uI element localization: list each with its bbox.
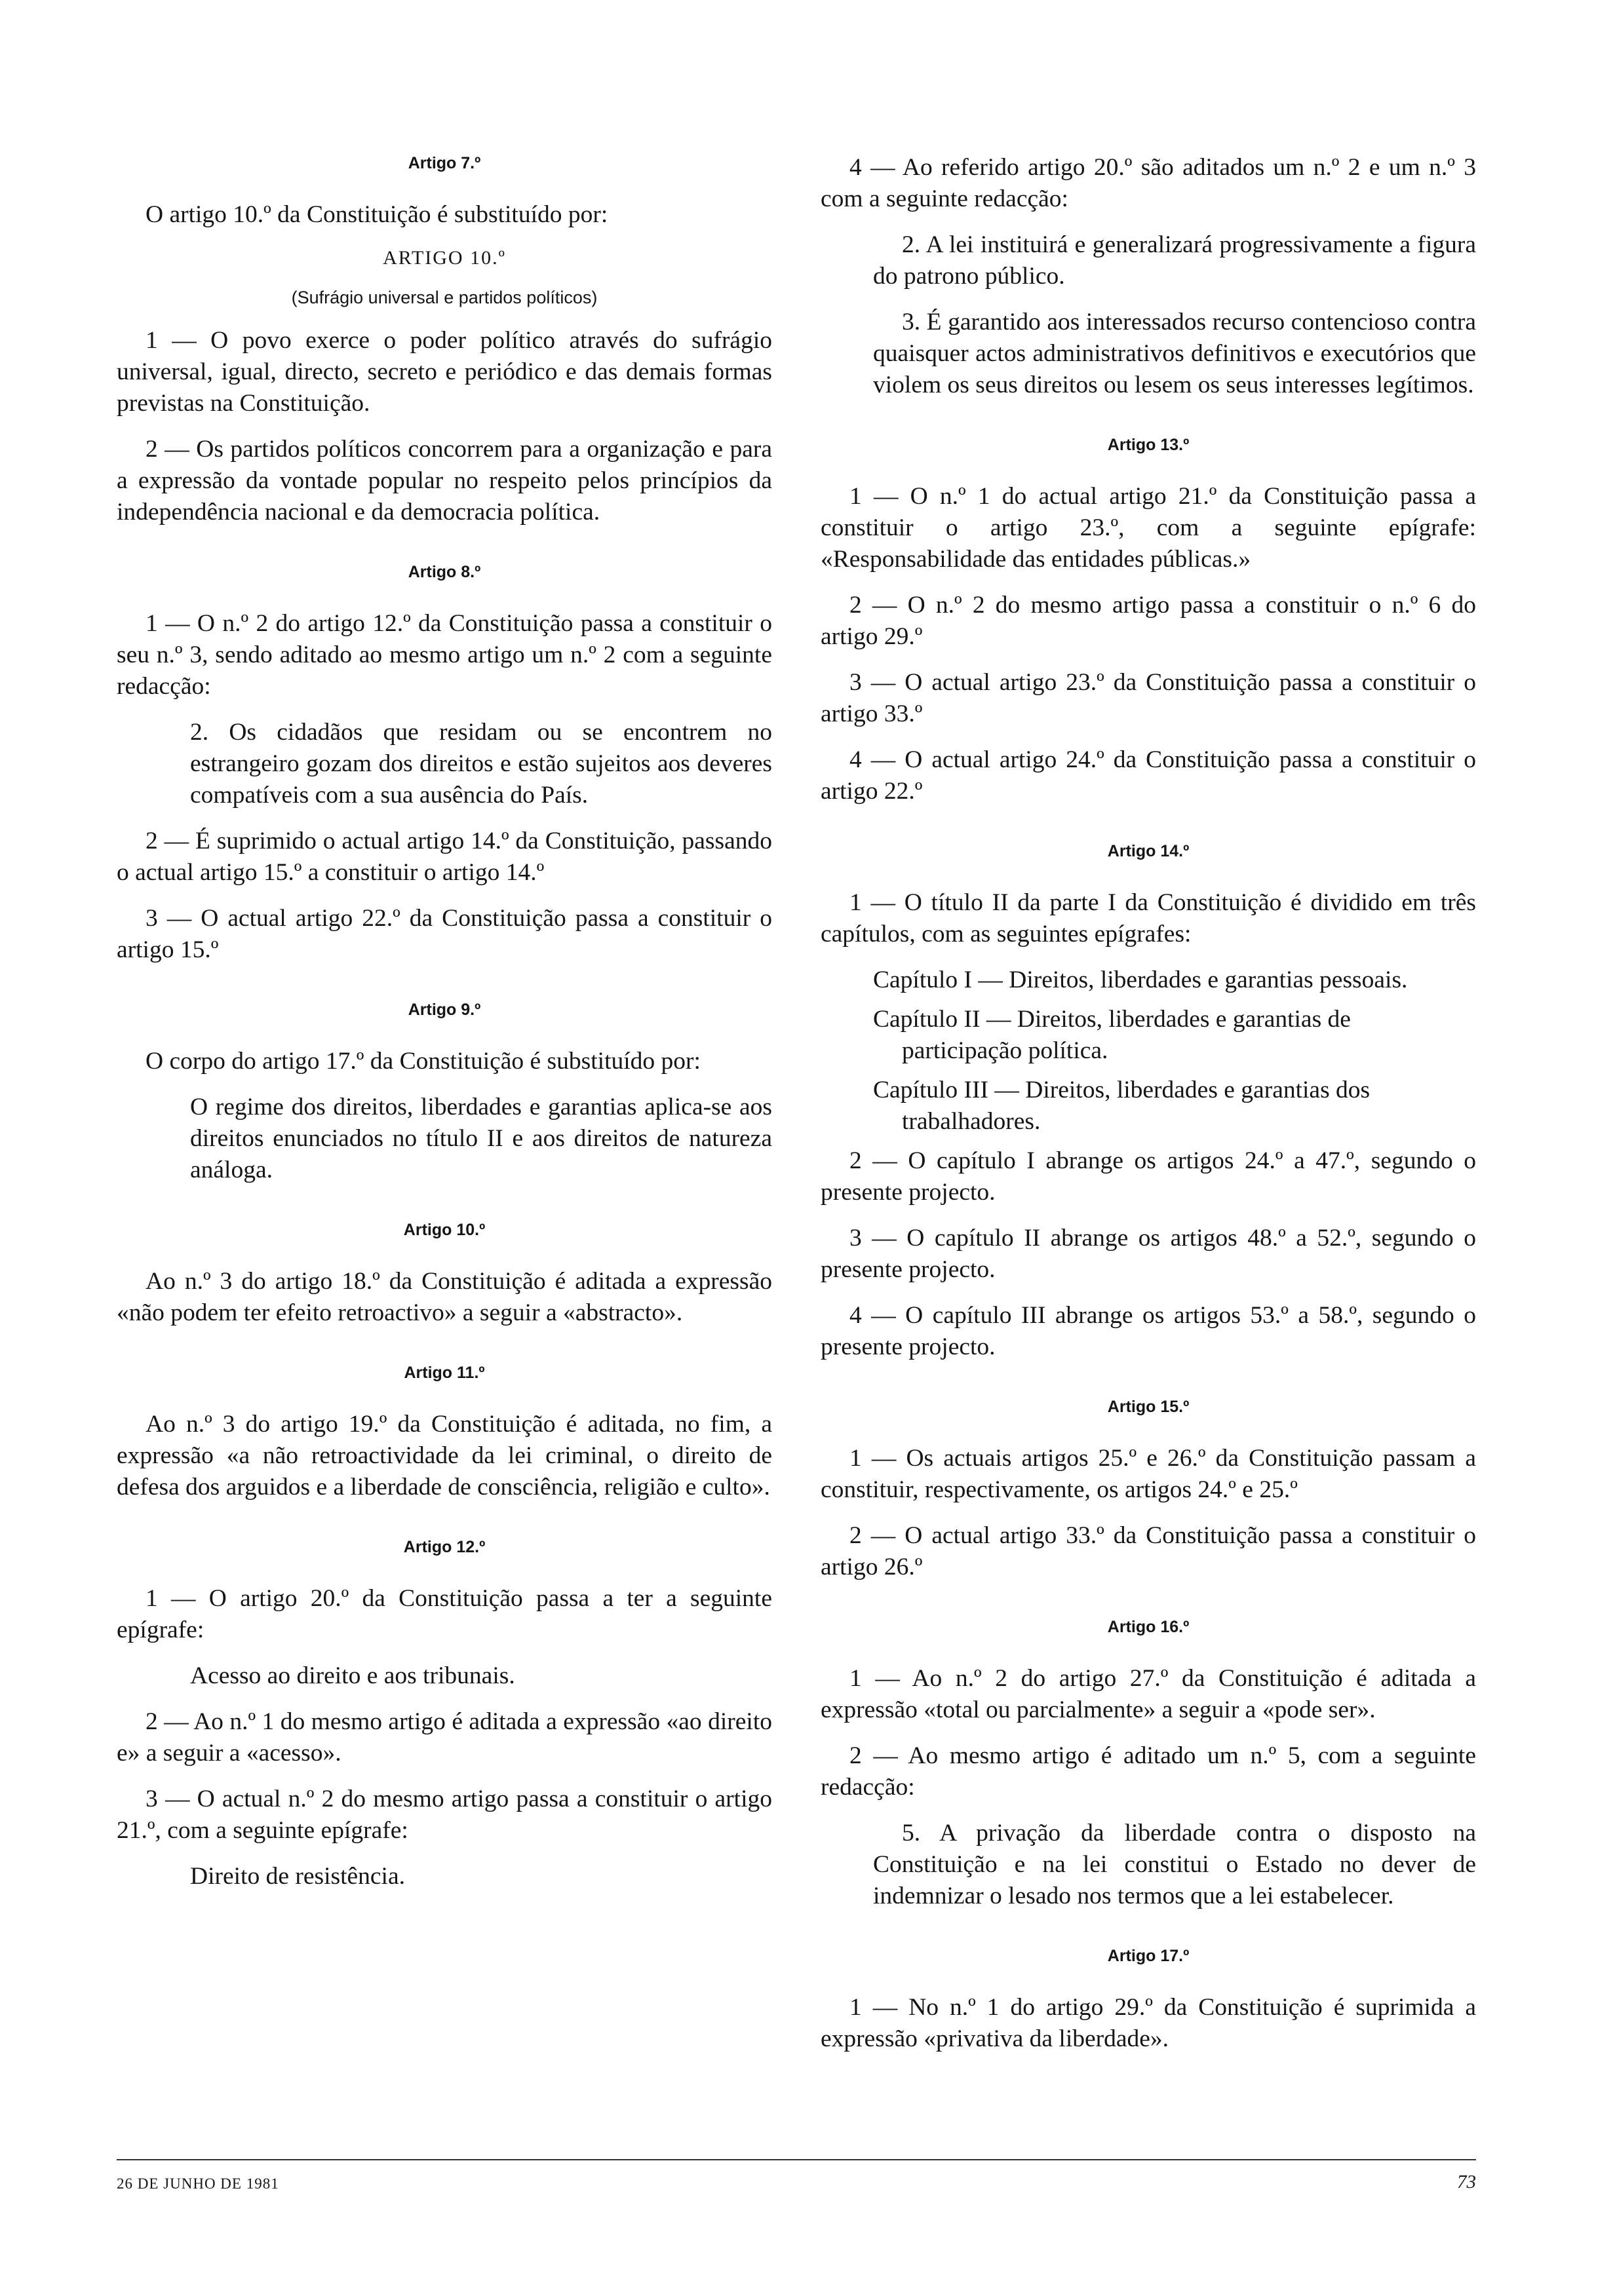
article-heading: Artigo 7.º xyxy=(408,154,481,172)
paragraph: 4 — Ao referido artigo 20.º são aditados um n.º 2 e um n.º 3 com a seguinte redacção: xyxy=(821,154,1476,212)
paragraph: 3 — O actual n.º 2 do mesmo artigo passa a constituir o artigo 21.º, com a seguinte epígrafe: xyxy=(117,1786,772,1844)
paragraph: 1 — Os actuais artigos 25.º e 26.º da Constituição passam a constituir, respectivamente, os artigos 24.º e 25.º xyxy=(821,1445,1476,1503)
article-heading: Artigo 12.º xyxy=(403,1538,486,1556)
page-number: 73 xyxy=(1457,2172,1476,2192)
article-heading: Artigo 10.º xyxy=(403,1221,486,1239)
quoted-text: O regime dos direitos, liberdades e garantias aplica-se aos direitos enunciados no título II e aos direitos de natureza análoga. xyxy=(190,1094,772,1183)
paragraph: 2 — Ao mesmo artigo é aditado um n.º 5, com a seguinte redacção: xyxy=(821,1742,1476,1801)
quoted-text: 2. A lei instituirá e generalizará progressivamente a figura do patrono público. xyxy=(873,231,1476,290)
paragraph: 2 — O n.º 2 do mesmo artigo passa a constituir o n.º 6 do artigo 29.º xyxy=(821,592,1476,650)
paragraph: 3 — O actual artigo 22.º da Constituição passa a constituir o artigo 15.º xyxy=(117,905,772,963)
quoted-text: Acesso ao direito e aos tribunais. xyxy=(190,1662,515,1689)
paragraph: 2 — É suprimido o actual artigo 14.º da Constituição, passando o actual artigo 15.º a constituir o artigo 14.º xyxy=(117,828,772,886)
paragraph: 4 — O capítulo III abrange os artigos 53.º a 58.º, segundo o presente projecto. xyxy=(821,1302,1476,1360)
quoted-text: 3. É garantido aos interessados recurso contencioso contra quaisquer actos administrativos definitivos e executórios que violem os seus direitos ou lesem os seus interesses legítimos. xyxy=(873,309,1476,398)
right-column xyxy=(821,152,1476,2069)
quoted-article-title: ARTIGO 10.º xyxy=(383,247,506,269)
paragraph: 4 — O actual artigo 24.º da Constituição passa a constituir o artigo 22.º xyxy=(821,746,1476,805)
paragraph: O corpo do artigo 17.º da Constituição é substituído por: xyxy=(146,1048,701,1075)
chapter-heading: Capítulo I — Direitos, liberdades e garantias pessoais. xyxy=(873,966,1408,993)
quoted-text: 2. Os cidadãos que residam ou se encontrem no estrangeiro gozam dos direitos e estão sujeitos aos deveres compatíveis com a sua ausência do País. xyxy=(190,719,772,809)
chapter-heading: Capítulo III — Direitos, liberdades e garantias dos trabalhadores. xyxy=(873,1077,1371,1135)
article-heading: Artigo 17.º xyxy=(1107,1947,1190,1965)
paragraph: 2 — Ao n.º 1 do mesmo artigo é aditada a expressão «ao direito e» a seguir a «acesso». xyxy=(117,1708,772,1767)
paragraph: 3 — O capítulo II abrange os artigos 48.º a 52.º, segundo o presente projecto. xyxy=(821,1225,1476,1283)
article-heading: Artigo 13.º xyxy=(1107,436,1190,454)
paragraph: O artigo 10.º da Constituição é substituído por: xyxy=(146,201,608,228)
paragraph: 1 — O povo exerce o poder político através do sufrágio universal, igual, directo, secreto e periódico e das demais formas previstas na Constituição. xyxy=(117,327,772,417)
paragraph: 1 — Ao n.º 2 do artigo 27.º da Constituição é aditada a expressão «total ou parcialmente» a seguir a «pode ser». xyxy=(821,1665,1476,1723)
paragraph: Ao n.º 3 do artigo 19.º da Constituição é aditada, no fim, a expressão «a não retroactividade da lei criminal, o direito de defesa dos arguidos e a liberdade de consciência, religião e culto». xyxy=(117,1411,772,1501)
paragraph: 2 — O actual artigo 33.º da Constituição passa a constituir o artigo 26.º xyxy=(821,1522,1476,1580)
paragraph: 1 — O artigo 20.º da Constituição passa a ter a seguinte epígrafe: xyxy=(117,1585,772,1643)
paragraph: 2 — Os partidos políticos concorrem para a organização e para a expressão da vontade popular no respeito pelos princípios da independência nacional e da democracia política. xyxy=(117,436,772,526)
paragraph: 2 — O capítulo I abrange os artigos 24.º a 47.º, segundo o presente projecto. xyxy=(821,1147,1476,1206)
paragraph: 1 — No n.º 1 do artigo 29.º da Constituição é suprimida a expressão «privativa da liberdade». xyxy=(821,1994,1476,2052)
paragraph: 1 — O n.º 2 do artigo 12.º da Constituição passa a constituir o seu n.º 3, sendo aditado ao mesmo artigo um n.º 2 com a seguinte redacção: xyxy=(117,610,772,700)
paragraph: 1 — O título II da parte I da Constituição é dividido em três capítulos, com as seguintes epígrafes: xyxy=(821,889,1476,947)
article-heading: Artigo 11.º xyxy=(404,1364,485,1382)
article-heading: Artigo 9.º xyxy=(408,1001,481,1019)
paragraph: Ao n.º 3 do artigo 18.º da Constituição é aditada a expressão «não podem ter efeito retroactivo» a seguir a «abstracto». xyxy=(117,1268,772,1326)
article-heading: Artigo 15.º xyxy=(1107,1398,1190,1416)
quoted-article-subtitle: (Sufrágio universal e partidos políticos) xyxy=(291,288,598,307)
chapter-heading: Capítulo II — Direitos, liberdades e garantias de participação política. xyxy=(873,1006,1351,1064)
footer-divider xyxy=(117,2159,1476,2160)
paragraph: 1 — O n.º 1 do actual artigo 21.º da Constituição passa a constituir o artigo 23.º, com a seguinte epígrafe: «Responsabilidade das entidades públicas.» xyxy=(821,483,1476,573)
footer-date: 26 DE JUNHO DE 1981 xyxy=(117,2175,279,2192)
article-heading: Artigo 8.º xyxy=(408,563,481,581)
article-heading: Artigo 16.º xyxy=(1107,1618,1190,1636)
left-column xyxy=(117,152,772,1907)
paragraph: 3 — O actual artigo 23.º da Constituição passa a constituir o artigo 33.º xyxy=(821,669,1476,727)
article-heading: Artigo 14.º xyxy=(1107,842,1190,860)
quoted-text: 5. A privação da liberdade contra o disposto na Constituição e na lei constitui o Estado no dever de indemnizar o lesado nos termos que a lei estabelecer. xyxy=(873,1820,1476,1909)
quoted-text: Direito de resistência. xyxy=(190,1863,405,1890)
